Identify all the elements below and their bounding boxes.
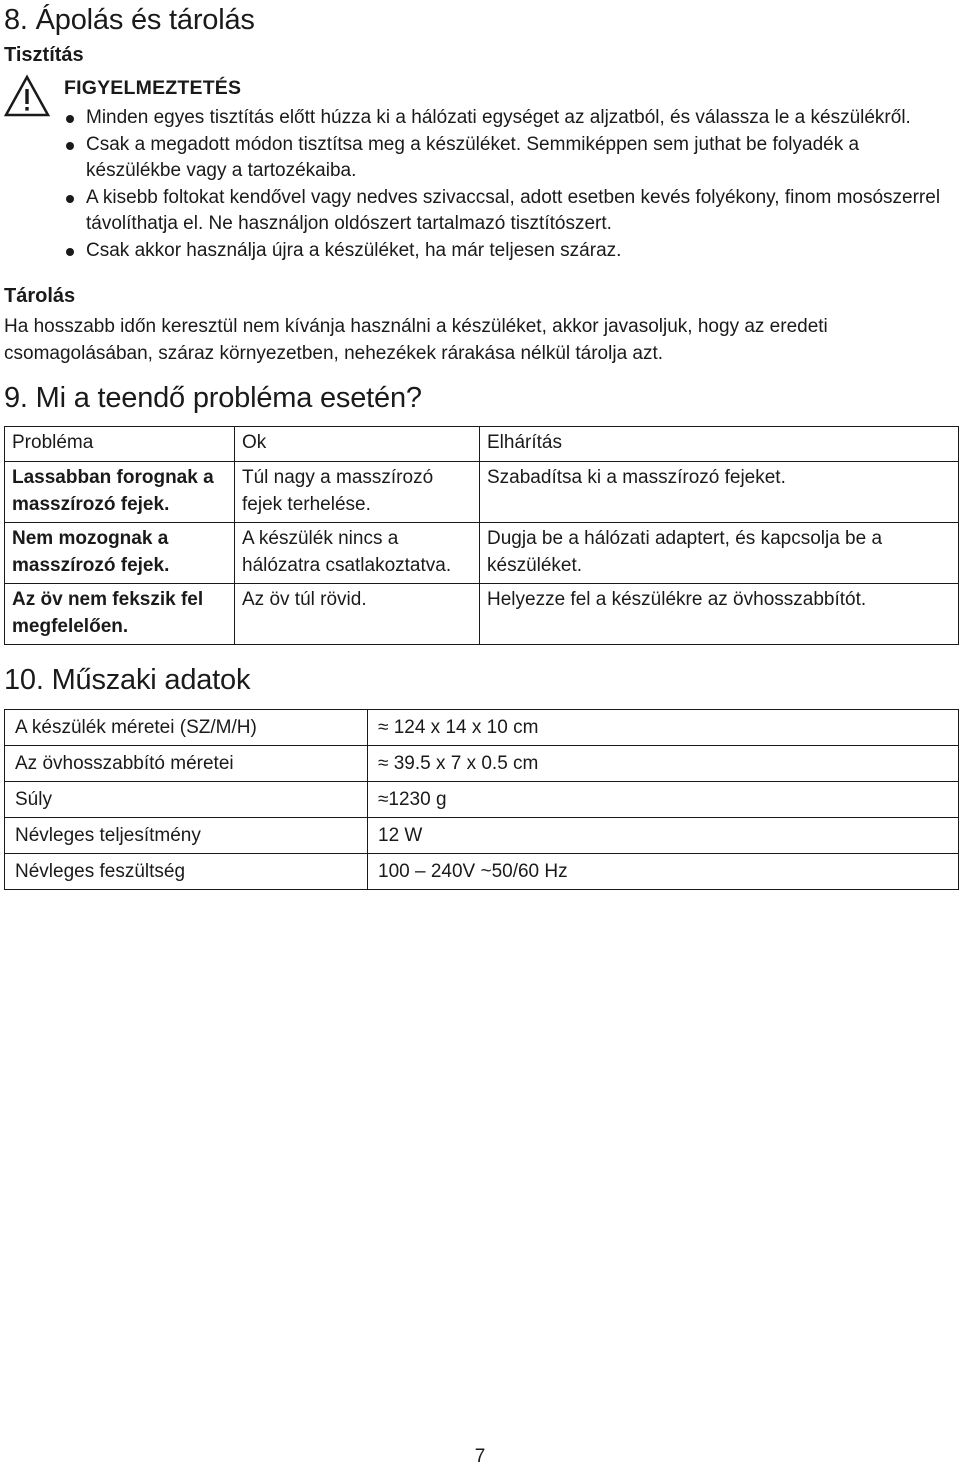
remedy-cell: Dugja be a hálózati adaptert, és kapcsolja be a készüléket. [480, 523, 959, 584]
table-row [5, 818, 959, 854]
warning-triangle-icon [4, 74, 50, 118]
cause-cell: Túl nagy a masszírozó fejek terhelése. [235, 462, 480, 523]
table-row [5, 462, 959, 523]
spec-label: Névleges feszültség [5, 854, 368, 890]
list-item: Minden egyes tisztítás előtt húzza ki a hálózati egységet az aljzatból, és válassza le a készülékről. [64, 105, 956, 132]
page-number: 7 [474, 1446, 486, 1467]
remedy-cell: Helyezze fel a készülékre az övhosszabbítót. [480, 584, 959, 645]
section-10-title: 10. Műszaki adatok [4, 664, 251, 696]
problem-cell: Az öv nem fekszik fel megfelelően. [5, 584, 235, 645]
spec-label: A készülék méretei (SZ/M/H) [5, 710, 368, 746]
storage-heading: Tárolás [4, 285, 76, 307]
table-row [5, 854, 959, 890]
spec-label: Az övhosszabbító méretei [5, 746, 368, 782]
problem-cell: Nem mozognak a masszírozó fejek. [5, 523, 235, 584]
table-row [5, 710, 959, 746]
spec-value: 100 – 240V ~50/60 Hz [368, 854, 959, 890]
problem-cell: Lassabban forognak a masszírozó fejek. [5, 462, 235, 523]
warning-title: FIGYELMEZTETÉS [64, 77, 242, 99]
technical-data-table [4, 709, 959, 890]
table-row [5, 746, 959, 782]
column-header-cause: Ok [235, 427, 480, 462]
cleaning-warning-list [64, 105, 956, 264]
spec-label: Névleges teljesítmény [5, 818, 368, 854]
section-8-title: 8. Ápolás és tárolás [4, 4, 255, 36]
list-item: A kisebb foltokat kendővel vagy nedves szivaccsal, adott esetben kevés folyékony, finom mosószerrel távolíthatja el. Ne használjon oldószert tartalmazó tisztítószert. [64, 185, 956, 238]
spec-label: Súly [5, 782, 368, 818]
column-header-problem: Probléma [5, 427, 235, 462]
table-row [5, 782, 959, 818]
troubleshooting-table [4, 426, 959, 645]
remedy-cell: Szabadítsa ki a masszírozó fejeket. [480, 462, 959, 523]
column-header-remedy: Elhárítás [480, 427, 959, 462]
spec-value: ≈ 124 x 14 x 10 cm [368, 710, 959, 746]
storage-text: Ha hosszabb időn keresztül nem kívánja használni a készüléket, akkor javasoljuk, hogy az eredeti csomagolásában, száraz környezetben, nehezékek rárakása nélkül tárolja azt. [4, 316, 828, 364]
spec-value: ≈1230 g [368, 782, 959, 818]
spec-value: 12 W [368, 818, 959, 854]
cause-cell: Az öv túl rövid. [235, 584, 480, 645]
list-item: Csak a megadott módon tisztítsa meg a készüléket. Semmiképpen sem juthat be folyadék a készülékbe vagy a tartozékaiba. [64, 132, 956, 185]
list-item: Csak akkor használja újra a készüléket, ha már teljesen száraz. [64, 238, 956, 265]
table-header-row [5, 427, 959, 462]
table-row [5, 584, 959, 645]
spec-value: ≈ 39.5 x 7 x 0.5 cm [368, 746, 959, 782]
cleaning-heading: Tisztítás [4, 44, 84, 66]
table-row [5, 523, 959, 584]
cause-cell: A készülék nincs a hálózatra csatlakoztatva. [235, 523, 480, 584]
section-9-title: 9. Mi a teendő probléma esetén? [4, 382, 422, 414]
